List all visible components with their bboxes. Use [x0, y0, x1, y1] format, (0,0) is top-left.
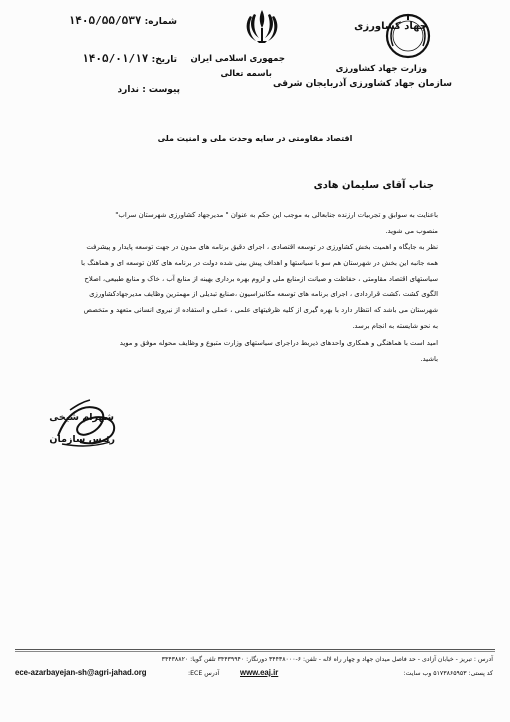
body-line: نظر به جایگاه و اهمیت بخش کشاورزی در توسعه اقتصادی ، اجرای دقیق برنامه های مدون در جهت توسعه پایدار و پیشرفت	[86, 243, 438, 251]
motto-line: اقتصاد مقاومتی در سایه وحدت ملی و امنیت ملی	[157, 134, 353, 143]
footer-website-link[interactable]: www.eaj.ir	[240, 668, 279, 677]
attachment-value: ندارد	[117, 85, 139, 95]
body-line: منصوب می شوید.	[385, 226, 438, 235]
number-row	[69, 14, 177, 27]
footer-address: آدرس : تبریز - خیابان آزادی - حد فاصل میدان جهاد و چهار راه لاله - تلفن: ۶-۳۴۴۳۸۰۰۰ دورنگار: ۳۴۴۳۹۹۴۰ تلفن گویا: ۳۴۴۳۸۸۲۰	[161, 656, 493, 663]
signatory-name: شهرام شیخی	[49, 412, 114, 423]
body-line: الگوی کشت ،کشت قراردادی ، اجرای برنامه های توسعه مکانیزاسیون ،صنایع تبدیلی از مهمترین وظایف مدیرجهادکشاورزی	[89, 290, 438, 299]
number-value: ۱۴۰۵/۵۵/۵۳۷	[68, 14, 142, 27]
body-paragraph-1	[54, 208, 438, 240]
body-paragraph-2	[54, 240, 438, 335]
body-line: به نحو شایسته به انجام برسد.	[352, 321, 438, 330]
body-line: باعنایت به سوابق و تجربیات ارزنده جنابعالی به موجب این حکم به عنوان " مدیرجهاد کشاورزی شهرستان سراب"	[115, 211, 438, 219]
body-line: امید است با هماهنگی و همکاری واحدهای ذیربط دراجرای سیاستهای وزارت متبوع و وظایف محوله موفق و موید	[119, 339, 438, 347]
country-name: جمهوری اسلامی ایران	[190, 54, 285, 64]
date-value: ۱۴۰۵/۰۱/۱۷	[82, 52, 149, 65]
body-line: سیاستهای اقتصاد مقاومتی ، حفاظت و صیانت ازمنابع ملی و لزوم بهره برداری بهینه از منابع آب ، خاک و منابع طبیعی، اصلاح	[84, 274, 438, 283]
attachment-row	[118, 84, 180, 95]
body-line: باشید.	[420, 354, 438, 363]
date-label: تاریخ:	[151, 55, 177, 65]
footer-email-label: آدرس ECE:	[188, 670, 220, 677]
ministry-logo-text: جهاد کشاورزی	[354, 21, 427, 32]
body-line: شهرستان می باشد که انتظار دارد با بهره گیری از کلیه ظرفیتهای علمی ، عملی و استفاده از نیروی انسانی متعهد و متخصص	[83, 306, 438, 315]
signatory-title: رئیس سازمان	[49, 434, 115, 445]
invocation-text: باسمه تعالی	[220, 69, 272, 79]
attachment-label: پیوست :	[142, 85, 180, 95]
number-label: شماره:	[144, 17, 177, 27]
addressee-line: جناب آقای سلیمان هادی	[313, 180, 434, 191]
iran-emblem-icon	[242, 6, 282, 46]
footer-rule-thin	[15, 651, 495, 652]
jahad-keshavarzi-logo-icon	[383, 12, 433, 60]
date-row	[82, 52, 177, 65]
body-line: همه جانبه این بخش در شهرستان هم سو با سیاستها و اهداف پیش بینی شده دولت در برنامه های کلان توسعه ای و هماهنگ با	[80, 258, 438, 267]
footer-rule	[15, 649, 495, 650]
body-paragraph-3	[54, 336, 438, 368]
organization-name: سازمان جهاد کشاورزی آذربایجان شرقی	[273, 79, 452, 89]
ministry-name: وزارت جهاد کشاورزی	[335, 64, 427, 74]
footer-postal: کد پستی: ۵۱۷۳۸۶۵۹۵۳ وب سایت:	[403, 670, 493, 677]
footer-email-link[interactable]: ece-azarbayejan-sh@agri-jahad.org	[15, 668, 147, 677]
